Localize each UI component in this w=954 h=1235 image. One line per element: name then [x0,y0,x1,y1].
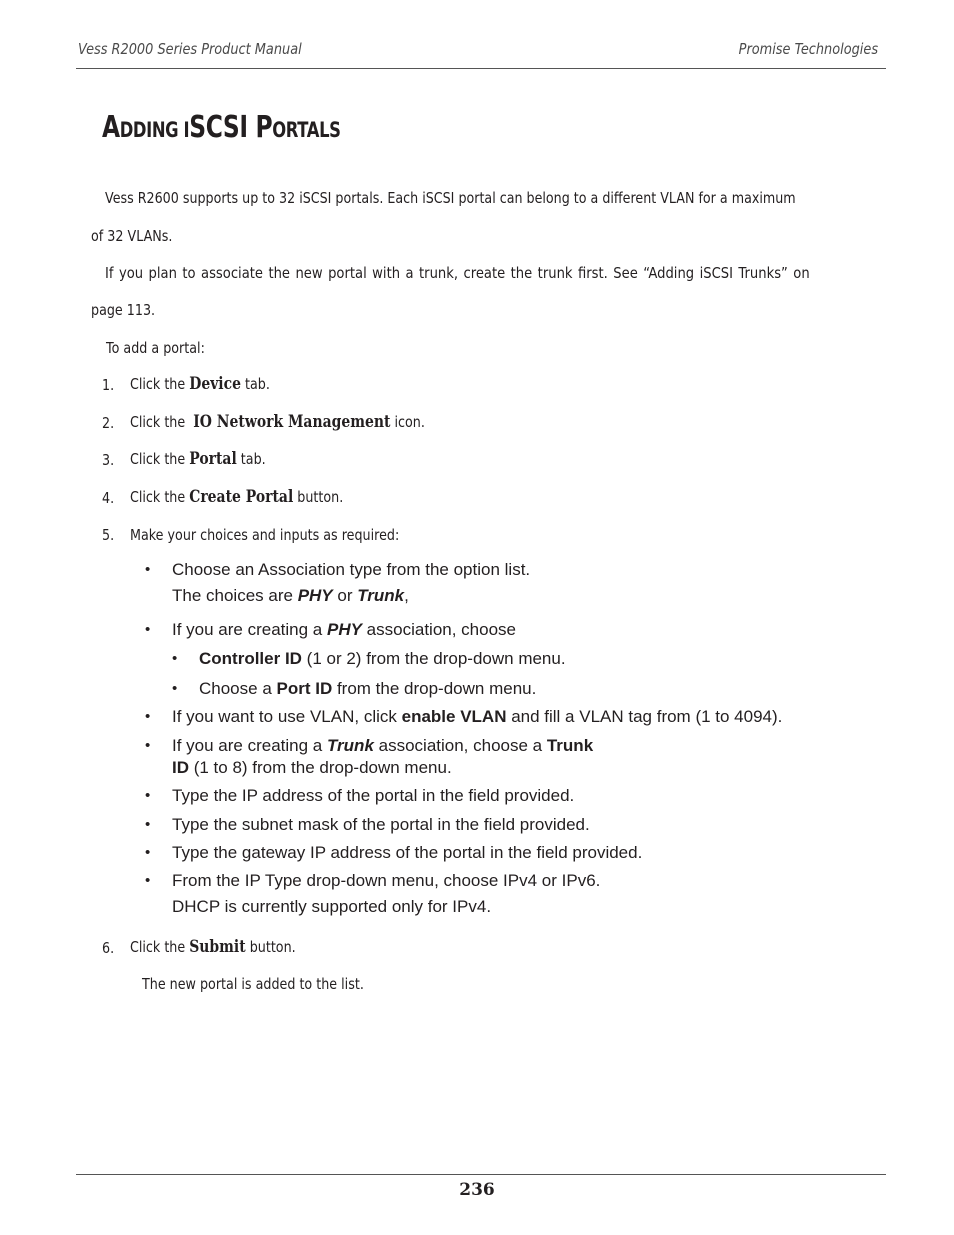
step-number: 2. [102,414,115,432]
trunk-pre: If you are creating a [172,736,327,755]
trunk-id-label-1: Trunk [546,736,594,755]
step-2-text [130,412,425,432]
sub-bullet-controller-id [199,649,566,669]
step-5-text: Make your choices and inputs as required: [130,526,400,544]
title-cap-p: P [255,110,273,145]
closing-result-text: The new portal is added to the list. [142,975,364,993]
ui-label-device: Device [189,374,241,394]
controller-id-post: (1 or 2) from the drop-down menu. [301,649,566,668]
step-1-pre: Click the [130,375,190,393]
intro-paragraph-2-line-2: page 113. [91,301,156,319]
running-header-right: Promise Technologies [738,40,878,58]
step-number: 6. [102,939,115,957]
bullet-association-choices [172,586,409,606]
bullet-enable-vlan [172,707,782,727]
bullet-subnet-mask: Type the subnet mask of the portal in the field provided. [172,815,590,834]
bullet-glyph: • [145,708,151,725]
bullet-glyph: • [145,621,151,638]
step-number: 4. [102,489,115,507]
bullet-ip-type: From the IP Type drop-down menu, choose IPv4 or IPv6. [172,871,601,890]
title-small-caps-1: DDING [119,118,184,142]
phy-post: association, choose [361,620,516,639]
bullet-dhcp-note: DHCP is currently supported only for IPv4. [172,897,492,916]
choices-pre: The choices are [172,586,298,605]
step-number: 5. [102,526,115,544]
phy-pre: If you are creating a [172,620,327,639]
step-2-pre: Click the [130,413,194,431]
title-cap-i: I [183,118,190,142]
trunk-mid: association, choose a [373,736,547,755]
bullet-ip-address: Type the IP address of the portal in the field provided. [172,786,575,805]
bullet-glyph: • [145,844,151,861]
step-3-post: tab. [236,450,266,468]
step-number: 3. [102,451,115,469]
step-number: 1. [102,376,115,394]
ui-label-portal: Portal [189,449,237,469]
bullet-glyph: • [145,872,151,889]
step-6-post: button. [245,938,296,956]
step-3-text [130,449,266,469]
bullet-phy-association [172,620,516,640]
step-3-pre: Click the [130,450,190,468]
trunk-post: (1 to 8) from the drop-down menu. [189,758,452,777]
step-2-post: icon. [390,413,425,431]
step-4-post: button. [293,488,344,506]
bullet-glyph: • [145,816,151,833]
bullet-gateway: Type the gateway IP address of the portal in the field provided. [172,843,643,862]
choices-comma: , [404,586,409,605]
header-rule [76,68,886,69]
enable-vlan-label: enable VLAN [401,707,507,726]
step-6-text [130,937,296,957]
ui-label-submit: Submit [189,937,246,957]
running-header-left: Vess R2000 Series Product Manual [78,40,302,58]
step-1-post: tab. [240,375,270,393]
vlan-pre: If you want to use VLAN, click [172,707,402,726]
trunk-id-label-2: ID [172,758,189,777]
section-title [102,110,341,145]
controller-id-label: Controller ID [199,649,302,668]
bullet-glyph: • [172,650,178,667]
step-6-pre: Click the [130,938,190,956]
option-trunk: Trunk [357,586,405,605]
step-4-text [130,487,343,507]
bullet-association-type: Choose an Association type from the option list. [172,560,531,579]
intro-paragraph-3: To add a portal: [106,339,205,357]
choices-or: or [332,586,358,605]
port-id-pre: Choose a [199,679,277,698]
bullet-trunk-association [172,736,593,756]
title-small-caps-3: ORTALS [272,118,341,142]
bullet-glyph: • [145,787,151,804]
bullet-glyph: • [172,680,178,697]
page-number: 236 [459,1180,495,1200]
vlan-post: and fill a VLAN tag from (1 to 4094). [506,707,783,726]
option-phy: PHY [297,586,333,605]
intro-paragraph-1-line-2: of 32 VLANs. [91,227,173,245]
intro-paragraph-2-line-1: If you plan to associate the new portal with a trunk, create the trunk first. See “Adding iSCSI Trunks” on [105,264,810,282]
intro-paragraph-1-line-1: Vess R2600 supports up to 32 iSCSI portals. Each iSCSI portal can belong to a different VLAN for a maximum [105,189,796,207]
step-4-pre: Click the [130,488,190,506]
title-scsi: SCSI [189,110,256,145]
title-cap-a: A [102,110,120,145]
port-id-label: Port ID [276,679,333,698]
bullet-glyph: • [145,737,151,754]
trunk-label: Trunk [326,736,374,755]
footer-rule [76,1174,886,1175]
sub-bullet-port-id [199,679,536,699]
ui-label-create-portal: Create Portal [189,487,294,507]
ui-label-io-network-management: IO Network Management [193,412,391,432]
step-1-text [130,374,270,394]
port-id-post: from the drop-down menu. [332,679,537,698]
bullet-glyph: • [145,561,151,578]
phy-label: PHY [326,620,362,639]
bullet-trunk-association-cont [172,758,452,778]
